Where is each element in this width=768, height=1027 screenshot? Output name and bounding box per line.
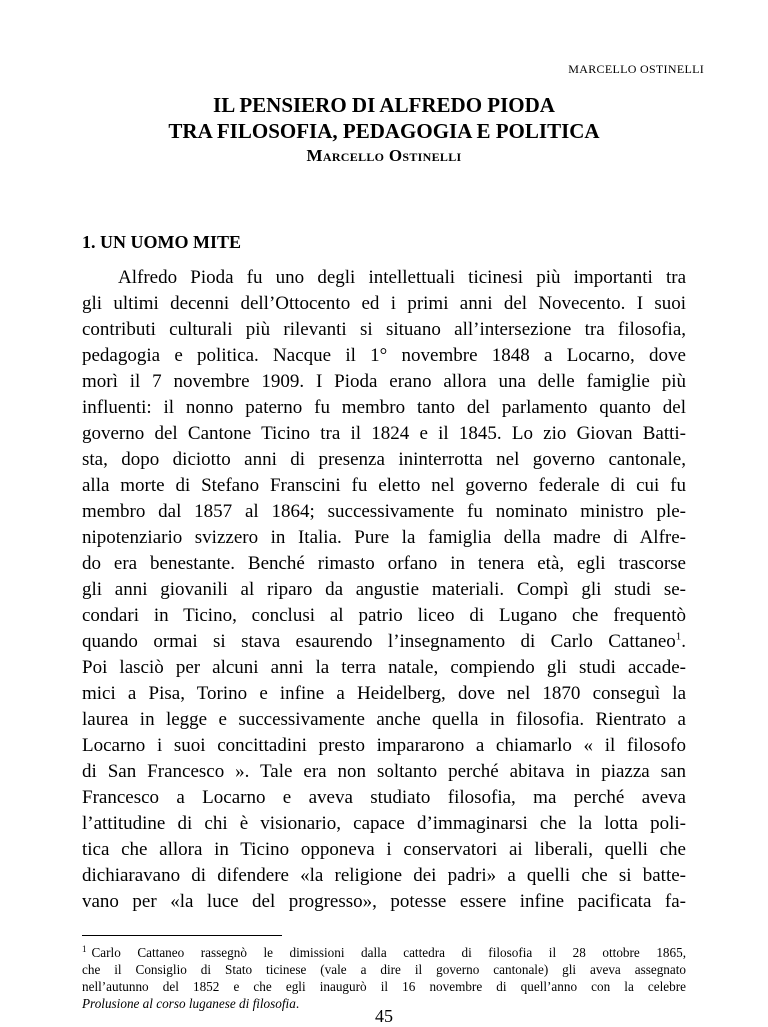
footnote-reference[interactable]: 1 <box>675 630 682 643</box>
footnote-line: che il Consiglio di Stato ticinese (vale a dire il governo cantonale) gli aveva assegnato <box>82 962 686 977</box>
text-line: Alfredo Pioda fu uno degli intellettuali ticinesi più importanti tra <box>118 267 686 288</box>
text-line: governo del Cantone Ticino tra il 1824 e il 1845. Lo zio Giovan Batti- <box>82 423 686 444</box>
footnote-line: nell’autunno del 1852 e che egli inaugurò il 16 novembre di quell’anno con la celebre <box>82 979 686 994</box>
title-line: IL PENSIERO DI ALFREDO PIODA <box>213 93 555 117</box>
text-line: contributi culturali più rilevanti si situano all’intersezione tra filosofia, <box>82 319 686 340</box>
text-line: mici a Pisa, Torino e infine a Heidelberg, dove nel 1870 conseguì la <box>82 683 686 704</box>
page-number: 45 <box>375 1006 393 1026</box>
text-line: tica che allora in Ticino opponeva i conservatori ai liberali, quelli che <box>82 839 686 860</box>
running-head: MARCELLO OSTINELLI <box>568 62 704 76</box>
footnote <box>82 944 686 1012</box>
text-line: l’attitudine di chi è visionario, capace d’immaginarsi che la lotta poli- <box>82 813 686 834</box>
text-line: influenti: il nonno paterno fu membro tanto del parlamento quanto del <box>82 397 686 418</box>
text-line: membro dal 1857 al 1864; successivamente fu nominato ministro ple- <box>82 501 686 522</box>
text-line: Locarno i suoi concittadini presto impararono a chiamarlo « il filosofo <box>82 735 686 756</box>
body-paragraph <box>82 265 686 915</box>
footnote-text: Carlo Cattaneo rassegnò le dimissioni dalla cattedra di filosofia il 28 ottobre 1865, <box>91 945 686 960</box>
title-line: TRA FILOSOFIA, PEDAGOGIA E POLITICA <box>168 119 600 143</box>
line-trailing-punct: . <box>681 631 686 652</box>
text-line-with-footnote <box>82 629 686 655</box>
author-name: Marcello Ostinelli <box>306 146 462 165</box>
text-line: condari in Ticino, conclusi al patrio liceo di Lugano che frequentò <box>82 605 686 626</box>
line-text: quando ormai si stava esaurendo l’insegnamento di Carlo Cattaneo <box>82 631 676 652</box>
footnote-italic-title: Prolusione al corso luganese di filosofia <box>82 996 296 1011</box>
text-line: Poi lasciò per alcuni anni la terra natale, compiendo gli studi accade- <box>82 657 686 678</box>
text-line: alla morte di Stefano Franscini fu eletto nel governo federale di cui fu <box>82 475 686 496</box>
footnote-trailing-punct: . <box>295 996 300 1011</box>
footnote-number: 1 <box>82 943 87 954</box>
text-line: morì il 7 novembre 1909. I Pioda erano allora una delle famiglie più <box>82 371 686 392</box>
article-title <box>0 92 768 144</box>
text-line: di San Francesco ». Tale era non soltanto perché abitava in piazza san <box>82 761 686 782</box>
text-line: nipotenziario svizzero in Italia. Pure la famiglia della madre di Alfre- <box>82 527 686 548</box>
text-line: pedagogia e politica. Nacque il 1° novembre 1848 a Locarno, dove <box>82 345 686 366</box>
text-line: sta, dopo diciotto anni di presenza ininterrotta nel governo cantonale, <box>82 449 686 470</box>
section-heading: 1. UN UOMO MITE <box>82 232 241 252</box>
text-line: dichiaravano di difendere «la religione dei padri» a quelli che si batte- <box>82 865 686 886</box>
footnote-separator <box>82 935 282 936</box>
text-line: laurea in legge e successivamente anche quella in filosofia. Rientrato a <box>82 709 686 730</box>
text-line: vano per «la luce del progresso», potesse essere infine pacificata fa- <box>82 891 686 912</box>
text-line: do era benestante. Benché rimasto orfano in tenera età, egli trascorse <box>82 553 686 574</box>
text-line: gli ultimi decenni dell’Ottocento ed i primi anni del Novecento. I suoi <box>82 293 686 314</box>
text-line: gli anni giovanili al riparo da angustie materiali. Compì gli studi se- <box>82 579 686 600</box>
text-line: Francesco a Locarno e aveva studiato filosofia, ma perché aveva <box>82 787 686 808</box>
footnote-line <box>82 944 686 961</box>
